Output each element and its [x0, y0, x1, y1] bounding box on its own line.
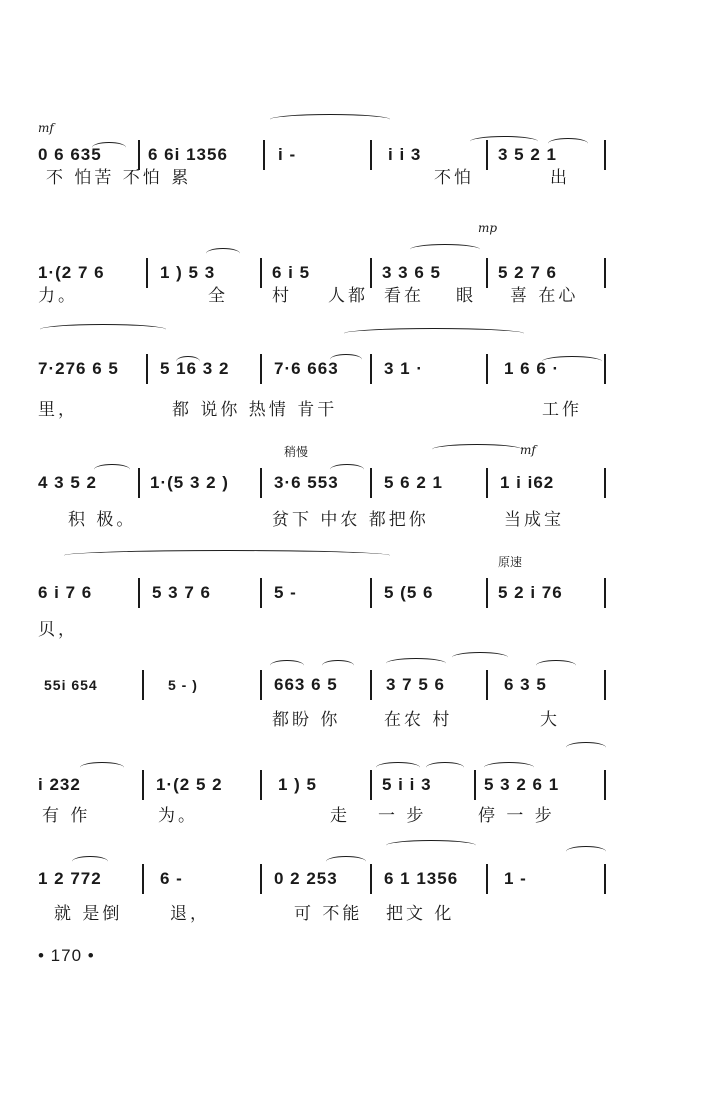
barline [370, 468, 372, 498]
measure: i i 3 [388, 145, 422, 164]
barline [604, 354, 606, 384]
lyric: 全 [208, 286, 228, 306]
notation-line [38, 466, 608, 500]
measure: 5 16 3 2 [160, 359, 230, 378]
barline [260, 354, 262, 384]
barline [370, 578, 372, 608]
lyric: 在农 村 [384, 710, 453, 730]
barline [260, 864, 262, 894]
lyric: 不怕 [434, 168, 474, 188]
slur [40, 324, 166, 335]
lyric: 当成宝 [504, 510, 564, 530]
measure: 7·6 663 [274, 359, 339, 378]
measure: 7·276 6 5 [38, 359, 119, 378]
barline [604, 578, 606, 608]
tempo-mark: 稍慢 [284, 445, 309, 459]
barline [486, 670, 488, 700]
dynamic-mark: mf [38, 121, 54, 135]
measure: 6 3 5 [504, 675, 547, 694]
lyric: 眼 [456, 286, 476, 306]
measure: 1 ) 5 [278, 775, 318, 794]
lyrics-line [38, 282, 608, 310]
lyrics-line [38, 396, 608, 424]
measure: 1·(5 3 2 ) [150, 473, 229, 492]
measure: 1 2 772 [38, 869, 102, 888]
measure: 1 i i62 [500, 473, 555, 492]
barline [486, 468, 488, 498]
measure: 5 i i 3 [382, 775, 432, 794]
slur [410, 244, 480, 255]
barline [486, 578, 488, 608]
notation-line [38, 352, 608, 386]
lyric: 为。 [158, 806, 198, 826]
barline [142, 864, 144, 894]
measure: 3 7 5 6 [386, 675, 445, 694]
lyric: 都盼 你 [272, 710, 341, 730]
lyric: 有 作 [42, 806, 91, 826]
barline [138, 578, 140, 608]
lyric: 里， [38, 400, 78, 420]
lyrics-line [38, 802, 608, 830]
measure: 1 6 6 · [504, 359, 560, 378]
lyric: 大 [540, 710, 560, 730]
notation-line [38, 768, 608, 802]
barline [486, 864, 488, 894]
slur [344, 328, 524, 339]
lyric: 积 极。 [68, 510, 137, 530]
measure: 55i 654 [44, 677, 98, 693]
lyrics-line [38, 706, 608, 734]
barline [474, 770, 476, 800]
notation-line [38, 668, 608, 702]
measure: i - [278, 145, 297, 164]
barline [370, 864, 372, 894]
barline [604, 770, 606, 800]
slur [432, 444, 522, 455]
barline [370, 770, 372, 800]
lyric: 都 说你 热情 肯干 [172, 400, 338, 420]
measure: 5 6 2 1 [384, 473, 443, 492]
measure: 5 (5 6 [384, 583, 434, 602]
measure: 5 2 7 6 [498, 263, 557, 282]
measure: 4 3 5 2 [38, 473, 97, 492]
lyric: 退， [170, 904, 210, 924]
barline [370, 670, 372, 700]
barline [260, 468, 262, 498]
lyric: 停 一 步 [478, 806, 555, 826]
measure: 1·(2 7 6 [38, 263, 105, 282]
barline [142, 770, 144, 800]
lyric: 走 [330, 806, 350, 826]
notation-line [38, 576, 608, 610]
slur [566, 846, 606, 857]
measure: 1·(2 5 2 [156, 775, 223, 794]
lyric: 不 怕苦 不怕 累 [46, 168, 192, 188]
barline [604, 864, 606, 894]
barline [370, 354, 372, 384]
measure: 6 6i 1356 [148, 145, 228, 164]
barline [486, 354, 488, 384]
measure: 663 6 5 [274, 675, 338, 694]
lyric: 出 [550, 168, 570, 188]
measure: 1 ) 5 3 [160, 263, 216, 282]
measure: 3 3 6 5 [382, 263, 441, 282]
page-number: • 170 • [38, 946, 95, 965]
lyric: 贫下 中农 都把你 [272, 510, 429, 530]
lyrics-line [38, 616, 608, 644]
lyric: 人都 [328, 286, 368, 306]
lyrics-line [38, 900, 608, 928]
slur [452, 652, 508, 663]
measure: 0 6 635 [38, 145, 102, 164]
dynamic-mark: mf [520, 443, 536, 457]
barline [604, 670, 606, 700]
lyric: 就 是倒 [54, 904, 123, 924]
measure: 6 i 5 [272, 263, 311, 282]
lyric: 村 [272, 286, 292, 306]
barline [142, 670, 144, 700]
measure: 3 5 2 1 [498, 145, 557, 164]
barline [260, 770, 262, 800]
measure: 3 1 · [384, 359, 424, 378]
measure: 5 3 2 6 1 [484, 775, 560, 794]
slur [64, 550, 390, 561]
measure: 6 - [160, 869, 183, 888]
barline [146, 354, 148, 384]
measure: 6 i 7 6 [38, 583, 93, 602]
slur [566, 742, 606, 753]
measure: 3·6 553 [274, 473, 339, 492]
dynamic-mark: mp [478, 221, 498, 235]
notation-line [38, 862, 608, 896]
measure: 6 1 1356 [384, 869, 459, 888]
lyric: 力。 [38, 286, 78, 306]
lyrics-line [38, 506, 608, 534]
lyric: 工作 [542, 400, 582, 420]
measure: 5 2 i 76 [498, 583, 563, 602]
slur [270, 114, 390, 125]
lyric: 贝， [38, 620, 78, 640]
measure: 5 3 7 6 [152, 583, 211, 602]
barline [260, 670, 262, 700]
lyric: 把文 化 [386, 904, 455, 924]
barline [260, 578, 262, 608]
barline [138, 468, 140, 498]
measure: 0 2 253 [274, 869, 338, 888]
slur [386, 840, 476, 851]
lyric: 可 不能 [294, 904, 363, 924]
measure: 1 - [504, 869, 527, 888]
measure: i 232 [38, 775, 81, 794]
tempo-mark: 原速 [498, 555, 523, 569]
lyric: 喜 在心 [510, 286, 579, 306]
lyrics-line [38, 164, 608, 192]
barline [604, 468, 606, 498]
measure: 5 - ) [168, 677, 198, 693]
lyric: 一 步 [378, 806, 427, 826]
lyric: 看在 [384, 286, 424, 306]
measure: 5 - [274, 583, 297, 602]
